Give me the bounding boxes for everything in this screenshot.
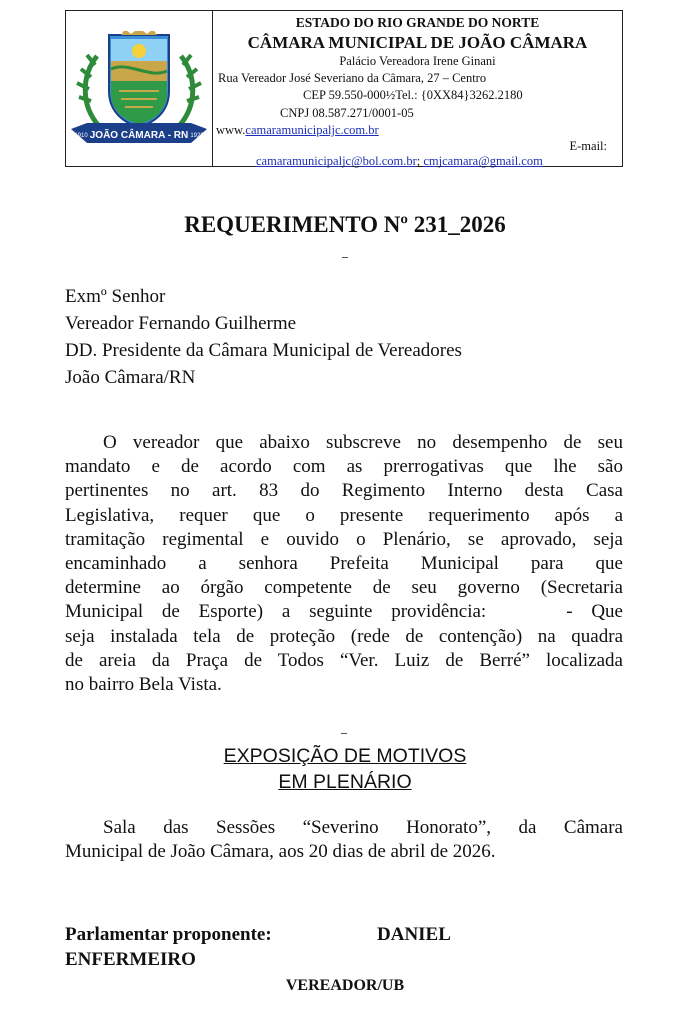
state-name: ESTADO DO RIO GRANDE DO NORTE: [295, 15, 540, 30]
signature-label: Parlamentar proponente:: [65, 924, 272, 945]
request-body: [65, 431, 623, 697]
svg-text:1928: 1928: [190, 133, 204, 139]
cep-phone: CEP 59.550-000½Tel.: {0XX84}3262.2180: [303, 88, 523, 102]
letterhead: [65, 10, 623, 167]
svg-text:1910: 1910: [74, 133, 88, 139]
email-separator: ;: [416, 154, 424, 168]
body-line: O vereador que abaixo subscreve no desempenho de seu: [103, 432, 623, 453]
exposicao-heading-2: EM PLENÁRIO: [278, 771, 412, 793]
body-line: no bairro Bela Vista.: [65, 674, 222, 696]
providencia-dash: - Que: [566, 601, 623, 623]
body-line: tramitação regimental e ouvido o Plenário, se aprovado, seja: [65, 528, 623, 550]
body-line-providencia: [65, 600, 623, 624]
email-label: E-mail:: [569, 139, 607, 153]
website-link[interactable]: camaramunicipaljc.com.br: [245, 123, 379, 137]
chamber-name: CÂMARA MUNICIPAL DE JOÃO CÂMARA: [247, 33, 588, 52]
body-line: mandato e de acordo com as prerrogativas que lhe são: [65, 456, 623, 478]
providencia-text: Municipal de Esporte) a seguinte providência:: [65, 601, 487, 623]
signature-role: VEREADOR/UB: [285, 977, 405, 994]
body-line: pertinentes no art. 83 do Regimento Interno desta Casa: [65, 480, 623, 502]
exposicao-heading-1: EXPOSIÇÃO DE MOTIVOS: [223, 745, 467, 767]
email-link-gmail[interactable]: cmjcamara@gmail.com: [423, 154, 543, 168]
closing-line: Sala das Sessões “Severino Honorato”, da Câmara: [103, 817, 623, 838]
municipal-coat-of-arms-logo: [69, 31, 209, 151]
body-line: seja instalada tela de proteção (rede de contenção) na quadra: [65, 625, 623, 647]
cnpj: CNPJ 08.587.271/0001-05: [280, 106, 414, 120]
addressee-line-3: DD. Presidente da Câmara Municipal de Vereadores: [65, 340, 462, 361]
closing-line: Municipal de João Câmara, aos 20 dias de abril de 2026.: [65, 841, 496, 863]
body-line: encaminhado a senhora Prefeita Municipal para que: [65, 553, 623, 575]
signature-last-name: ENFERMEIRO: [65, 949, 196, 970]
signature-first-name: DANIEL: [377, 924, 451, 945]
closing-paragraph: [65, 816, 623, 864]
dash-mark: [342, 257, 348, 258]
addressee-line-1: Exmº Senhor: [65, 286, 166, 307]
dash-mark: [341, 733, 347, 734]
street-address: Rua Vereador José Severiano da Câmara, 27 – Centro: [218, 71, 487, 85]
svg-text:JOÃO CÂMARA - RN: JOÃO CÂMARA - RN: [89, 130, 189, 141]
email-line: [256, 154, 543, 169]
website-line: [216, 123, 379, 138]
document-title: REQUERIMENTO Nº 231_2026: [184, 212, 506, 237]
addressee-line-4: João Câmara/RN: [65, 367, 196, 388]
letterhead-info: [213, 11, 622, 166]
palace-name: Palácio Vereadora Irene Ginani: [339, 54, 496, 68]
www-prefix: www.: [216, 123, 246, 137]
logo-cell: [66, 11, 213, 166]
body-line: Legislativa, requer que o presente requerimento após a: [65, 504, 623, 526]
body-line: determine ao órgão competente de seu governo (Secretaria: [65, 577, 623, 599]
body-line: de areia da Praça de Todos “Ver. Luiz de Berré” localizada: [65, 649, 623, 671]
email-link-bol[interactable]: camaramunicipaljc@bol.com.br: [256, 154, 417, 168]
addressee-line-2: Vereador Fernando Guilherme: [65, 313, 297, 334]
